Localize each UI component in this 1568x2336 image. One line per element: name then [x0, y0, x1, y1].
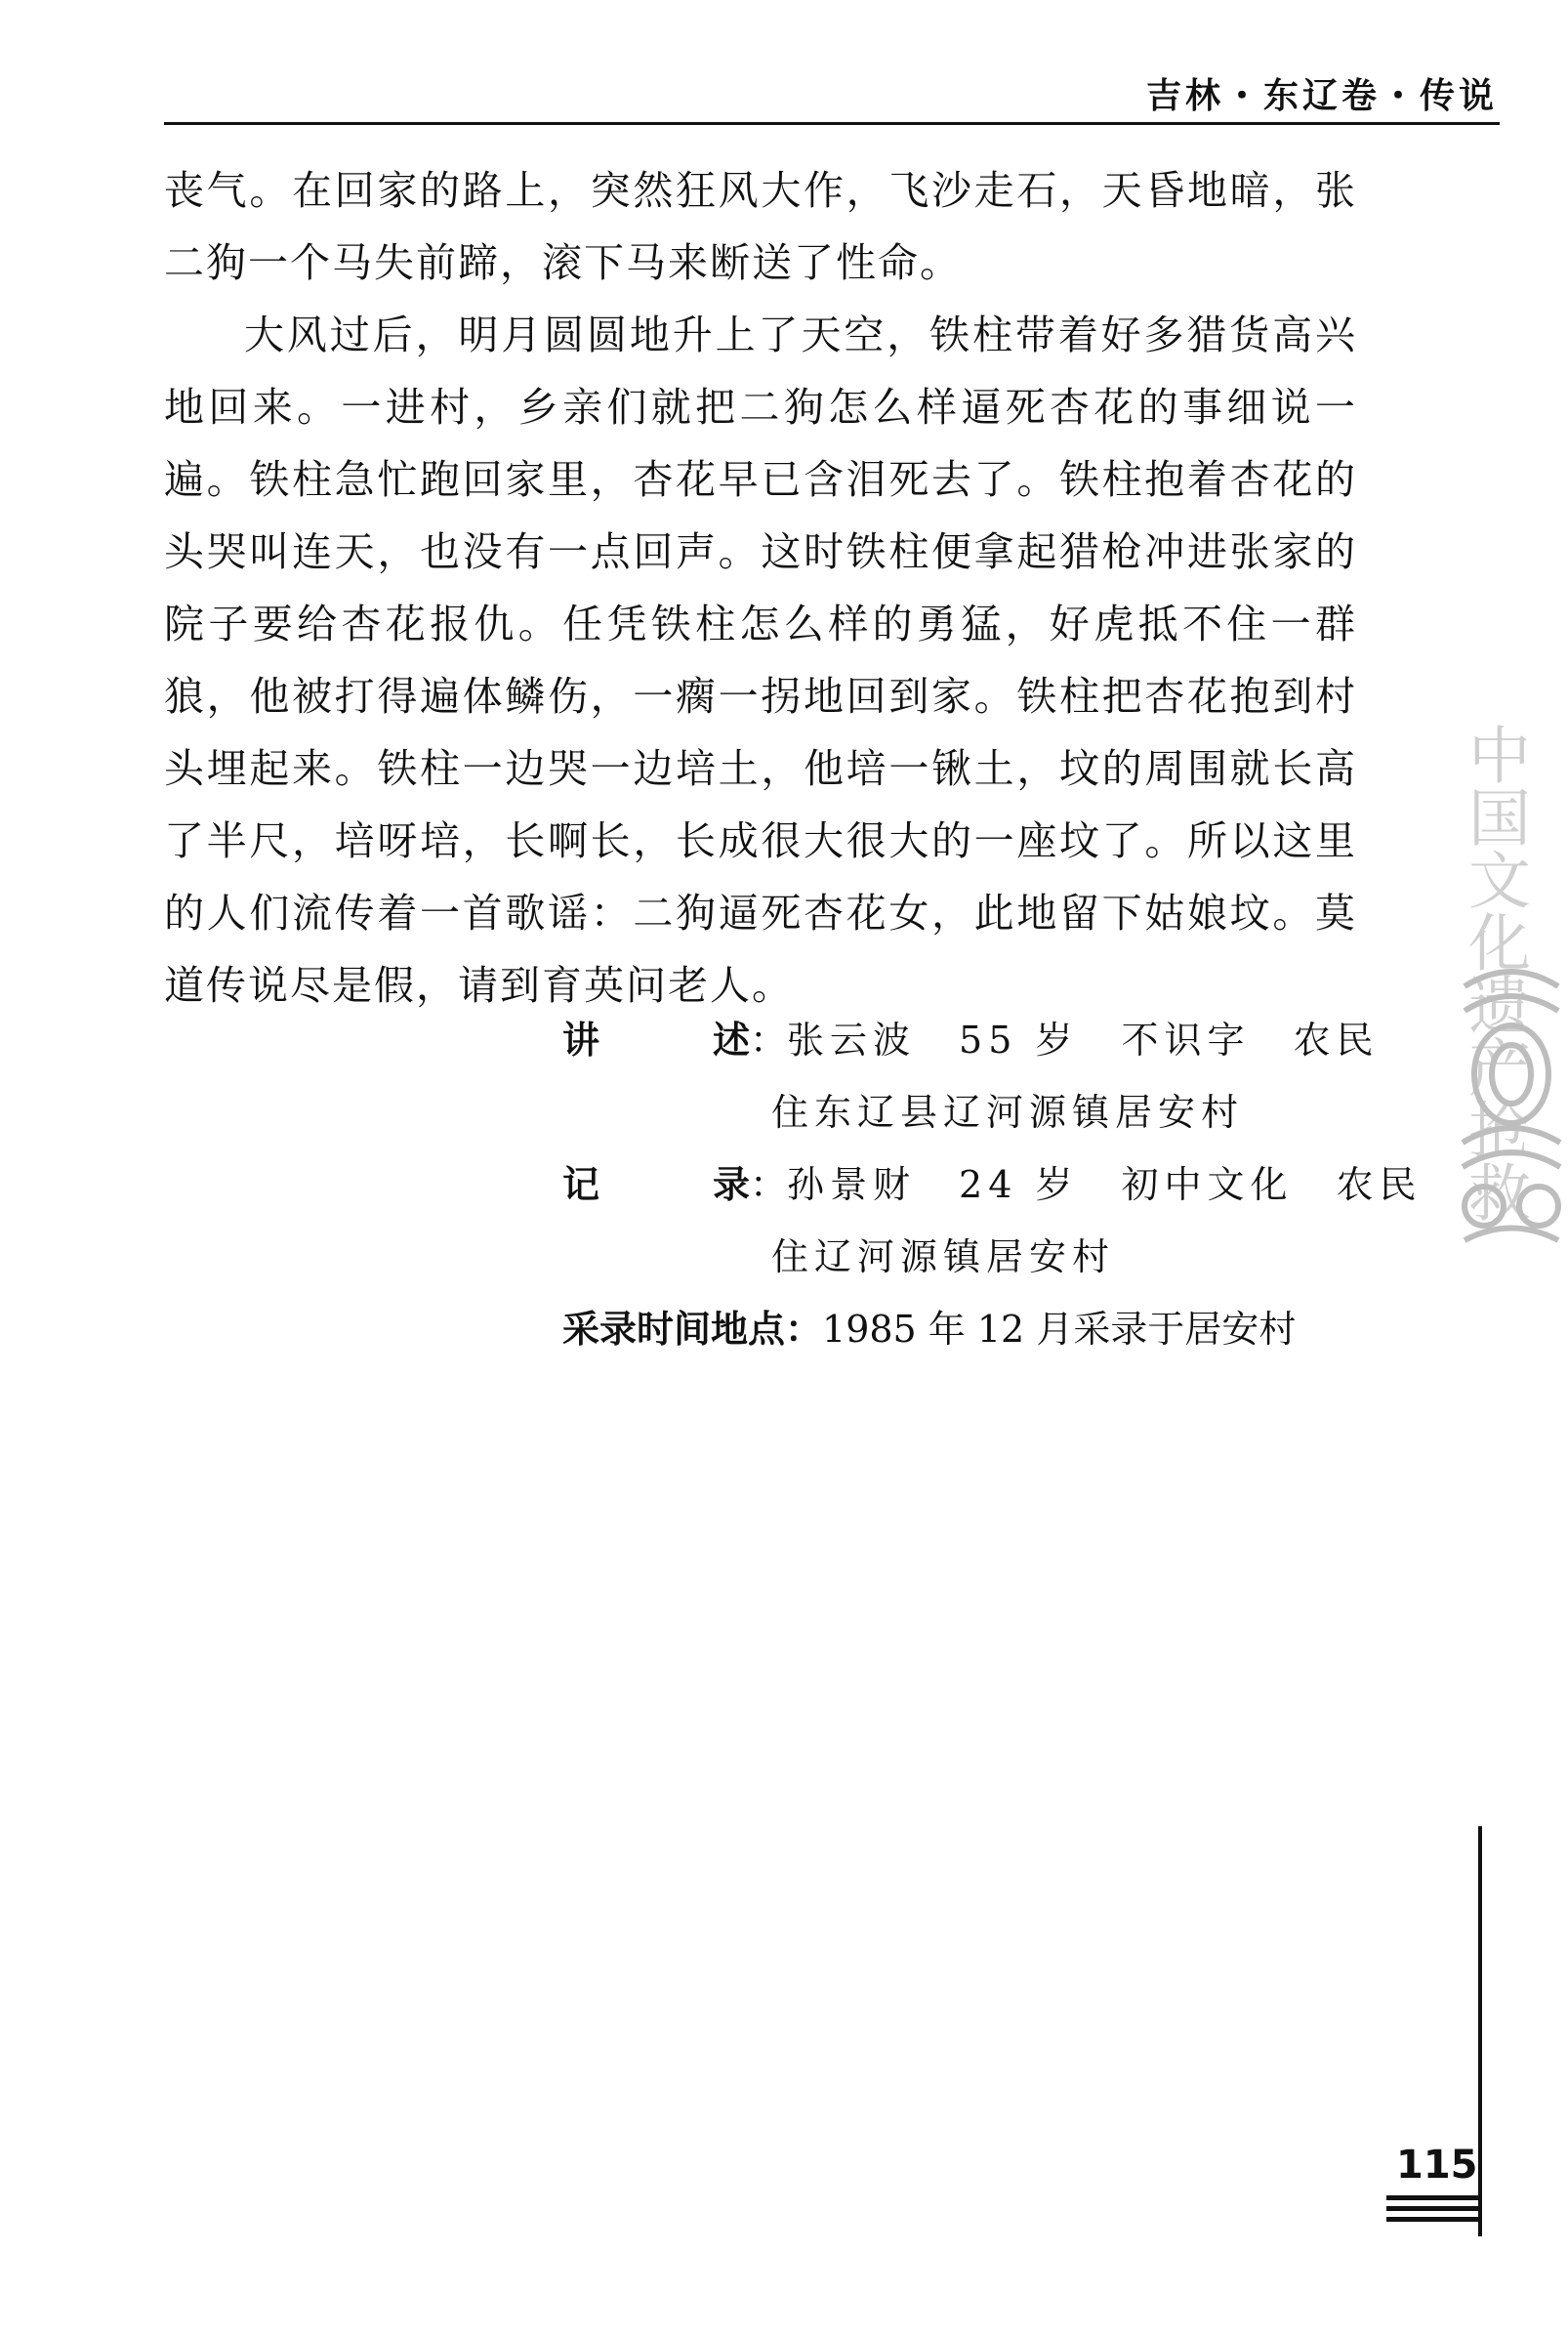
recorder-key	[562, 1148, 750, 1221]
page-number: 115	[1396, 2143, 1478, 2188]
recorder-key-char: 记	[562, 1163, 600, 1206]
paragraph: 丧气。在回家的路上，突然狂风大作，飞沙走石，天昏地暗，张二狗一个马失前蹄，滚下马来断送了性命。	[164, 167, 1357, 286]
side-ornament-pattern	[1455, 967, 1568, 1250]
running-head: 吉林・东辽卷・传说	[1145, 76, 1498, 116]
colon: ：	[750, 1163, 788, 1206]
credits-block	[562, 1004, 1422, 1365]
recorder-address: 住辽河源镇居安村	[771, 1235, 1116, 1278]
bar	[1386, 2195, 1482, 2200]
header-rule	[164, 122, 1500, 125]
paragraph: 大风过后，明月圆圆地升上了天空，铁柱带着好多猎货高兴地回来。一进村，乡亲们就把二狗怎么样逼死杏花的事细说一遍。铁柱急忙跑回家里，杏花早已含泪死去了。铁柱抱着杏花的头哭叫连天，也没有一点回声。这时铁柱便拿起猎枪冲进张家的院子要给杏花报仇。任凭铁柱怎么样的勇猛，好虎抵不住一群狼，他被打得遍体鳞伤，一瘸一拐地回到家。铁柱把杏花抱到村头埋起来。铁柱一边哭一边培土，他培一锹土，坟的周围就长高了半尺，培呀培，长啊长，长成很大很大的一座坟了。所以这里的人们流传着一首歌谣：二狗逼死杏花女，此地留下姑娘坟。莫道传说尽是假，请到育英问老人。	[164, 312, 1357, 1009]
narrator-key	[562, 1004, 750, 1076]
bar	[1386, 2206, 1482, 2211]
side-ornament	[1455, 723, 1568, 1250]
page-rule-vertical	[1478, 1826, 1482, 2236]
body-text	[164, 154, 1357, 1022]
side-ornament-glyphs: 中国文化遗产抢救	[1458, 723, 1530, 1223]
recorder-row	[562, 1148, 1422, 1221]
time-place-key: 采录时间地点：	[562, 1308, 823, 1351]
bar	[1386, 2217, 1482, 2222]
narrator-value: 张云波 55 岁 不识字 农民	[787, 1019, 1380, 1062]
narrator-key-char: 讲	[562, 1019, 600, 1062]
time-place-value: 1985 年 12 月采录于居安村	[822, 1308, 1297, 1351]
narrator-address: 住东辽县辽河源镇居安村	[771, 1091, 1245, 1134]
recorder-value: 孙景财 24 岁 初中文化 农民	[787, 1163, 1423, 1206]
page-number-bars	[1386, 2195, 1482, 2228]
time-place-row	[562, 1293, 1422, 1365]
narrator-row	[562, 1004, 1422, 1076]
recorder-key-char: 录	[712, 1163, 750, 1206]
colon: ：	[750, 1019, 788, 1062]
narrator-key-char: 述	[712, 1019, 750, 1062]
